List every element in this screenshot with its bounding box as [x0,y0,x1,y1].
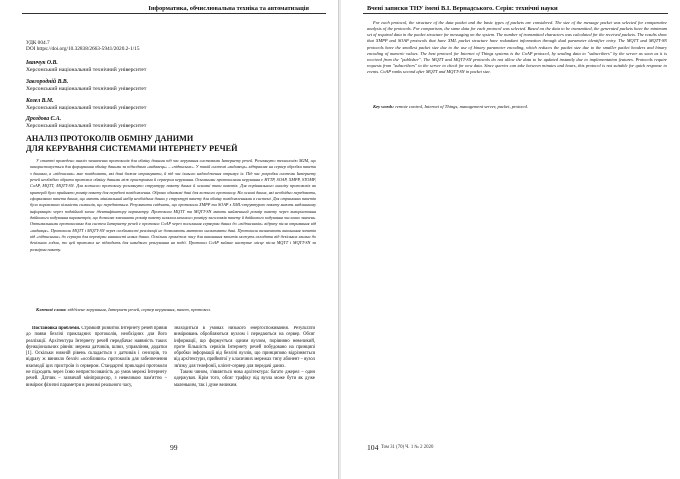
author-affiliation-1: Херсонський національний технічний університет [26,67,147,73]
author-name-2: Завгородній В.В. [26,79,69,85]
paragraph-continued: знаходиться в умовах низького енергоспоживання. Результати вимірювань обробляються вузлом і передаються на сервер. Обсяг інформації, що формується одним вузлом, порівняно невеликий, проте більшість сервісів Інтернету речей побудовано на принципі обробки інформації від безлічі вузлів, що принципово відрізняється від архітектури, прийнятої у класичних мережах типу абонент – вузол зв'язку для телефонії, клієнт-сервер для передачі даних. [174,326,315,369]
keywords-label: Ключові слова: [36,307,67,312]
section-lead-problem: Постановка проблеми. [32,326,81,331]
author-name-1: Іванчук О.В. [26,60,58,66]
doi-link[interactable]: DOI https://doi.org/10.32838/2663-5941/2020.2-1/15 [26,46,140,52]
keywords-label-en: Key words: [373,104,395,109]
header-rule [22,13,326,14]
left-page [0,0,339,479]
keywords-ukrainian [36,307,316,313]
article-title [26,134,316,153]
body-column-right [174,326,315,446]
article-title-line-2: ДЛЯ КЕРУВАННЯ СИСТЕМАМИ ІНТЕРНЕТУ РЕЧЕЙ [26,143,238,153]
author-name-4: Дроздова Є.А. [26,116,62,122]
right-page [341,0,680,479]
header-rule-right [363,13,668,14]
paragraph-problem-statement: Стрімкий розвиток Інтернету речей привів до появи безлічі прикладних протоколів, необхідних для його реалізації. Архітектура Інтернету речей передбачає наявність таких функціональних рівнів: мережа датчиків, шлюз, управління, додатки [1]. Оскільки нижній рівень складається з датчиків і сенсорів, то відразу ж виникло безліч «особливих» протоколів для забезпечення взаємодії цих пристроїв із сервером. Стандартні прикладні протоколи не підходять через їхню непристосованість до умов мережі Інтернету речей. Датчик – зазвичай мініпроцесор, з невеликою пам'яттю – вимірює фізичні параметри в режимі реального часу, [26,326,167,388]
abstract-ukrainian: У статті проведено аналіз зазначених протоколів для обміну даними під час керування системами Інтернету речей. Розглянуто технологію M2M, що використовується для формування обміну даними за підходами «видавець» – «підписник». У такій системі «видавець» відправляє на сервер обробки пакети з даними, а «підписник» має повідомити, які дані бажає отримувати, й під час їхнього надходження отримує їх. Під час розробки системи Інтернету речей необхідно обрати протокол обміну даними між пристроями й сервером керування. Основними протоколами керування є HTTP, SOAP, XMPP, STOMP, CoAP, MQTT, MQTT-SN. Для кожного протоколу розглянуто структуру пакету даних й основні типи пакетів. Для порівняльного аналізу протоколів як критерій було прийнято розмір пакету для передачі повідомлення. Обрано однакові дані для кожного протоколу. На основі даних, які необхідно передавати, сформовано пакети даних, що мають мінімальний набір необхідних даних у структурі пакету для обміну повідомленнями в системі. Для отриманих пакетів було пораховано кількість символів, що передаються. Результати свідчать, що протоколи XMPP та SOAP з XML-структурою пакету мають надлишкову інформацію через подвійний запис ідентифікатору параметру. Протоколи MQTT та MQTT-SN мають найменший розмір пакету через використання двійкового кодування параметрів, що дозволяє зменшити розмір пакету шляхом меншого розміру заголовків пакету й двійкового кодування числових значень. Оптимальними протоколами для систем Інтернету речей є протокол CoAP через посилання серверам даних до «підписників» відразу після отримання від «видавця». Протоколи MQTT і MQTT-SN через особливості реалізації не дозволяють миттєво оновлювати дані. Протоколи визначають виконання запитів від «підписника» до сервера для перевірки наявності нових даних. Оскільки проміжок часу для виконання запитів можуть складати від декількох хвилин до декількох годин, то цей протокол не підходить для швидкого реагування на події. Протокол CoAP займає наступне місце після MQTT і MQTT-SN за розміром пакету. [30,158,316,252]
body-column-left [26,326,167,446]
author-affiliation-2: Херсонський національний технічний університет [26,86,147,92]
keywords-value-en: remote control, Internet of Things, management server, packet, protocol. [395,104,529,109]
abstract-english: For each protocol, the structure of the data packet and the basic types of packets are considered. The size of the message packet was selected for comparative analysis of the protocols. For comparison, the same data for each protocol was selected. Based on the data to be transmitted, the generated packets have the minimum set of required data in the packet structure for messaging on the system. The number of transmitted characters was calculated for the received packets. The results show that XMPP and SOAP protocols that have XML packet structure have redundant information through dual parameter identifier entry. The MQTT and MQTT-SN protocols have the smallest packet size due to the use of binary parameter encoding, which reduces the packet size due to the smaller packet headers and binary encoding of numeric values. The best protocol for Internet of Things systems is the CoAP protocol, by sending data to "subscribers" by the server as soon as it is received from the "publisher". The MQTT and MQTT-SN protocols do not allow the data to be updated instantly due to implementation features. Protocols require requests from "subscribers" to the server to check for new data. Since queries can take between minutes and hours, this protocol is not suitable for quick response to events. CoAP ranks second after MQTT and MQTT-SN in packet size. [367,20,667,75]
running-head-right: Вчені записки ТНУ імені В.І. Вернадського. Серія: технічні науки [367,5,558,12]
article-title-line-1: АНАЛІЗ ПРОТОКОЛІВ ОБМІНУ ДАНИМИ [26,134,194,143]
page-number-right: 104 [367,443,379,452]
paragraph-new-architecture: Таким чином, з'являється нова архітектура: багато джерел – один одержувач. Крім того, обсяг трафіку від вузла може бути як дуже маленьким, так і дуже великим. [174,370,315,388]
author-affiliation-4: Херсонський національний технічний університет [26,123,147,129]
page-number-left: 99 [170,443,178,452]
udc-code: УДК 004.7 [26,40,50,46]
issue-info: Том 31 (70) Ч. 1 № 2 2020 [381,445,434,450]
author-affiliation-3: Херсонський національний технічний університет [26,105,147,111]
keywords-value: відділене керування, Інтернет речей, сервер керування, пакет, протокол. [67,307,211,312]
author-name-3: Козел В.М. [26,98,54,104]
running-head-left: Інформатика, обчислювальна техніка та автоматизація [148,5,309,12]
keywords-english [373,104,667,110]
